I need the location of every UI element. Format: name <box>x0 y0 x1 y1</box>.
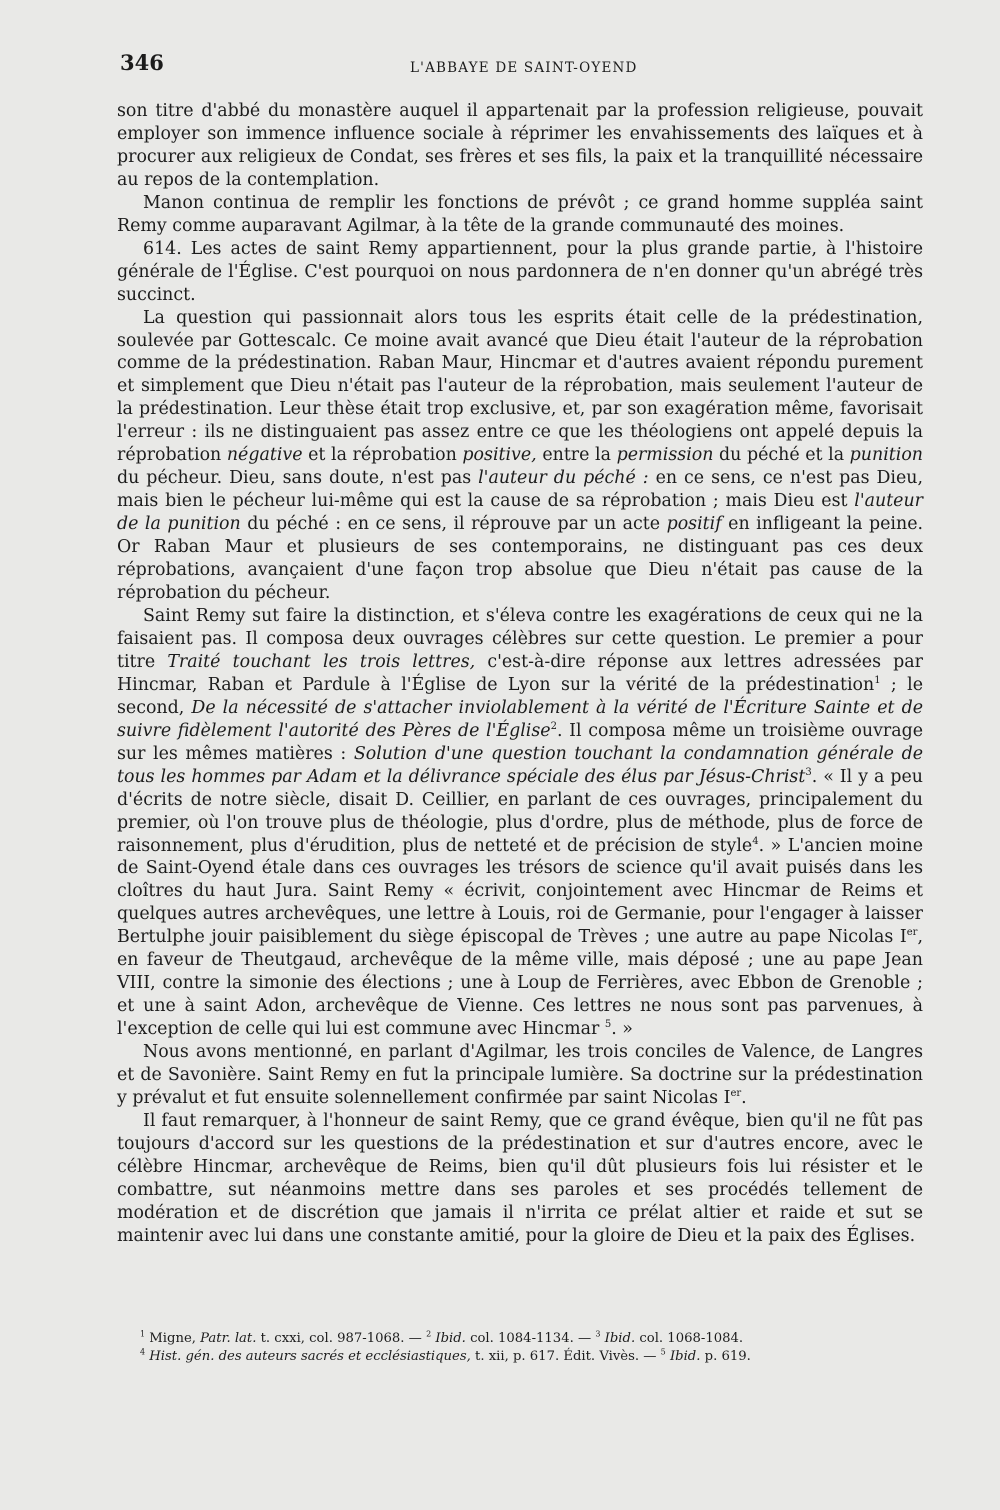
citation-title: Hist. gén. des auteurs sacrés et ecclésiastiques, <box>149 1349 471 1364</box>
running-title: L'ABBAYE DE SAINT-OYEND <box>410 60 638 76</box>
paragraph-saint-remy-works <box>117 605 923 1041</box>
paragraph-councils <box>117 1041 923 1110</box>
text-run: Saint Remy sut faire la distinction, et s'éleva contre les exagérations de ceux qui ne la faisaient pas. Il composa deux ouvrages célèbres sur cette question. Le premier a pour titre <box>117 605 923 672</box>
ordinal-superscript: er <box>906 927 918 939</box>
footnote-line-1 <box>140 1330 880 1348</box>
text-run: en ce sens, ce n'est pas Dieu, mais bien le pécheur lui-même qui est la cause de sa réprobation ; mais Dieu est <box>117 468 924 512</box>
footnote-marker: 1 <box>140 1329 146 1339</box>
text-run: . <box>741 1087 747 1108</box>
paragraph-2: Manon continua de remplir les fonctions de prévôt ; ce grand homme suppléa saint Remy comme auparavant Agilmar, à la tête de la grande communauté des moines. <box>117 192 923 236</box>
italic-term: positif <box>666 514 722 535</box>
text-run: du péché : en ce sens, il réprouve par un acte <box>247 514 661 535</box>
text-run: du péché et la <box>719 445 845 466</box>
text-run: La question qui passionnait alors tous les esprits était celle de la prédestination, soulevée par Gottescalc. Ce moine avait avancé que Dieu était l'auteur de la réprobation comme de la prédestination. Raban Maur, Hincmar et d'autres avaient répondu purement et simplement que Dieu n'était pas l'auteur de la réprobation, mais seulement l'auteur de la prédestination. Leur thèse était trop exclusive, et, par son exagération même, favorisait l'erreur : ils ne distinguaient pas assez entre ce que les théologiens ont appelé depuis la réprobation <box>117 307 923 466</box>
paragraph-hincmar: Il faut remarquer, à l'honneur de saint Remy, que ce grand évêque, bien qu'il ne fût pas toujours d'accord sur les questions de la prédestination et sur d'autres encore, avec le célèbre Hincmar, archevêque de Reims, bien qu'il dût plusieurs fois lui résister et le combattre, sut néanmoins mettre dans ses paroles et ses procédés tellement de modération et de discrétion que jamais il n'irrita ce prélat altier et raide et sut se maintenir avec lui dans une constante amitié, pour la gloire de Dieu et la paix des Églises. <box>117 1110 923 1246</box>
italic-term: positive, <box>462 445 537 466</box>
text-run: . Il composa même un troisième ouvrage sur les mêmes matières : <box>117 720 923 764</box>
text-run: col. 1068-1084. <box>639 1331 744 1346</box>
text-run: en infligeant la peine. Or Raban Maur et plusieurs de ses contemporains, ne distinguant pas ces deux réprobations, avançaient d'une façon trop absolue que Dieu n'était pas cause de la réprobation du pécheur. <box>117 514 924 604</box>
footnotes <box>140 1330 880 1366</box>
text-run: col. 1084-1134. — <box>470 1331 592 1346</box>
text-run: . » <box>611 1019 633 1040</box>
citation-title: Patr. lat. <box>200 1331 257 1346</box>
text-run: du pécheur. Dieu, sans doute, n'est pas <box>117 468 472 489</box>
italic-term: punition <box>849 445 923 466</box>
citation-title: Ibid. <box>604 1331 636 1346</box>
italic-term: négative <box>226 445 303 466</box>
text-run: Migne, <box>149 1331 196 1346</box>
text-run: p. 619. <box>704 1349 751 1364</box>
text-run: . » L'ancien moine de Saint-Oyend étale dans ces ouvrages les trésors de science qu'il avait puisés dans les cloîtres du haut Jura. Saint Remy « écrivit, conjointement avec Hincmar de Reims et quelques autres archevêques, une lettre à Louis, roi de Germanie, pour l'engager à laisser Bertulphe jouir paisiblement du siège épiscopal de Trèves ; une autre au pape Nicolas I <box>117 835 923 948</box>
work-title: De la nécessité de s'attacher inviolablement à la vérité de l'Écriture Sainte et de suivre fidèlement l'autorité des Pères de l'Église <box>117 697 924 741</box>
footnote-marker: 3 <box>595 1329 601 1339</box>
citation-title: Ibid. <box>669 1349 701 1364</box>
body-text <box>117 100 923 1248</box>
text-run: c'est-à-dire réponse aux lettres adressées par Hincmar, Raban et Pardule à l'Église de Lyon sur la vérité de la prédestination <box>117 651 923 695</box>
paragraph-1: son titre d'abbé du monastère auquel il appartenait par la profession religieuse, pouvait employer son immence influence sociale à réprimer les envahissements des laïques et à procurer aux religieux de Condat, ses frères et ses fils, la paix et la tranquillité nécessaire au repos de la contemplation. <box>117 101 923 190</box>
text-run: t. xii, p. 617. Édit. Vivès. — <box>475 1349 657 1364</box>
page-header <box>120 50 920 82</box>
italic-term: permission <box>616 445 714 466</box>
text-run: Nous avons mentionné, en parlant d'Agilmar, les trois conciles de Valence, de Langres et de Savonière. Saint Remy en fut la principale lumière. Sa doctrine sur la prédestination y prévalut et fut ensuite solennellement confirmée par saint Nicolas I <box>117 1042 923 1108</box>
text-run: ; le second, <box>117 674 923 718</box>
paragraph-614: 614. Les actes de saint Remy appartiennent, pour la plus grande partie, à l'histoire générale de l'Église. C'est pourquoi on nous pardonnera de n'en donner qu'un abrégé très succinct. <box>117 238 923 305</box>
work-title: Solution d'une question touchant la condamnation générale de tous les hommes par Adam et la délivrance spéciale des élus par Jésus-Christ <box>117 743 923 787</box>
citation-title: Ibid. <box>435 1331 466 1346</box>
footnote-ref-1: 1 <box>874 675 881 687</box>
footnote-ref-2: 2 <box>550 720 557 732</box>
italic-term: l'auteur du péché : <box>478 468 649 489</box>
text-run: t. cxxi, col. 987-1068. — <box>260 1331 422 1346</box>
footnote-marker: 4 <box>140 1347 146 1357</box>
paragraph-predestination <box>117 307 923 605</box>
italic-term: l'auteur de la punition <box>117 491 923 535</box>
footnote-ref-5: 5 <box>604 1019 612 1031</box>
text-run: , en faveur de Theutgaud, archevêque de la même ville, mais déposé ; une au pape Jean VIII, contre la simonie des élections ; une à Loup de Ferrières, avec Ebbon de Grenoble ; et une à saint Adon, archevêque de Vienne. Ces lettres ne nous sont pas parvenues, à l'exception de celle qui lui est commune avec Hincmar <box>117 927 923 1040</box>
footnote-line-2 <box>140 1348 880 1366</box>
text-run: entre la <box>542 445 611 466</box>
work-title: Traité touchant les trois lettres, <box>167 651 476 672</box>
text-run: et la réprobation <box>308 445 457 466</box>
text-run: . « Il y a peu d'écrits de notre siècle, disait D. Ceillier, en parlant de ces ouvrages, principalement du premier, où l'on trouve plus de théologie, plus d'ordre, plus de méthode, plus de force de raisonnement, plus d'érudition, plus de netteté et de précision de style <box>117 766 923 856</box>
ordinal-superscript: er <box>730 1088 742 1100</box>
footnote-marker: 5 <box>660 1347 666 1357</box>
footnote-marker: 2 <box>426 1329 432 1339</box>
footnote-ref-4: 4 <box>752 835 759 847</box>
footnote-ref-3: 3 <box>805 766 812 778</box>
page-number: 346 <box>120 50 164 75</box>
